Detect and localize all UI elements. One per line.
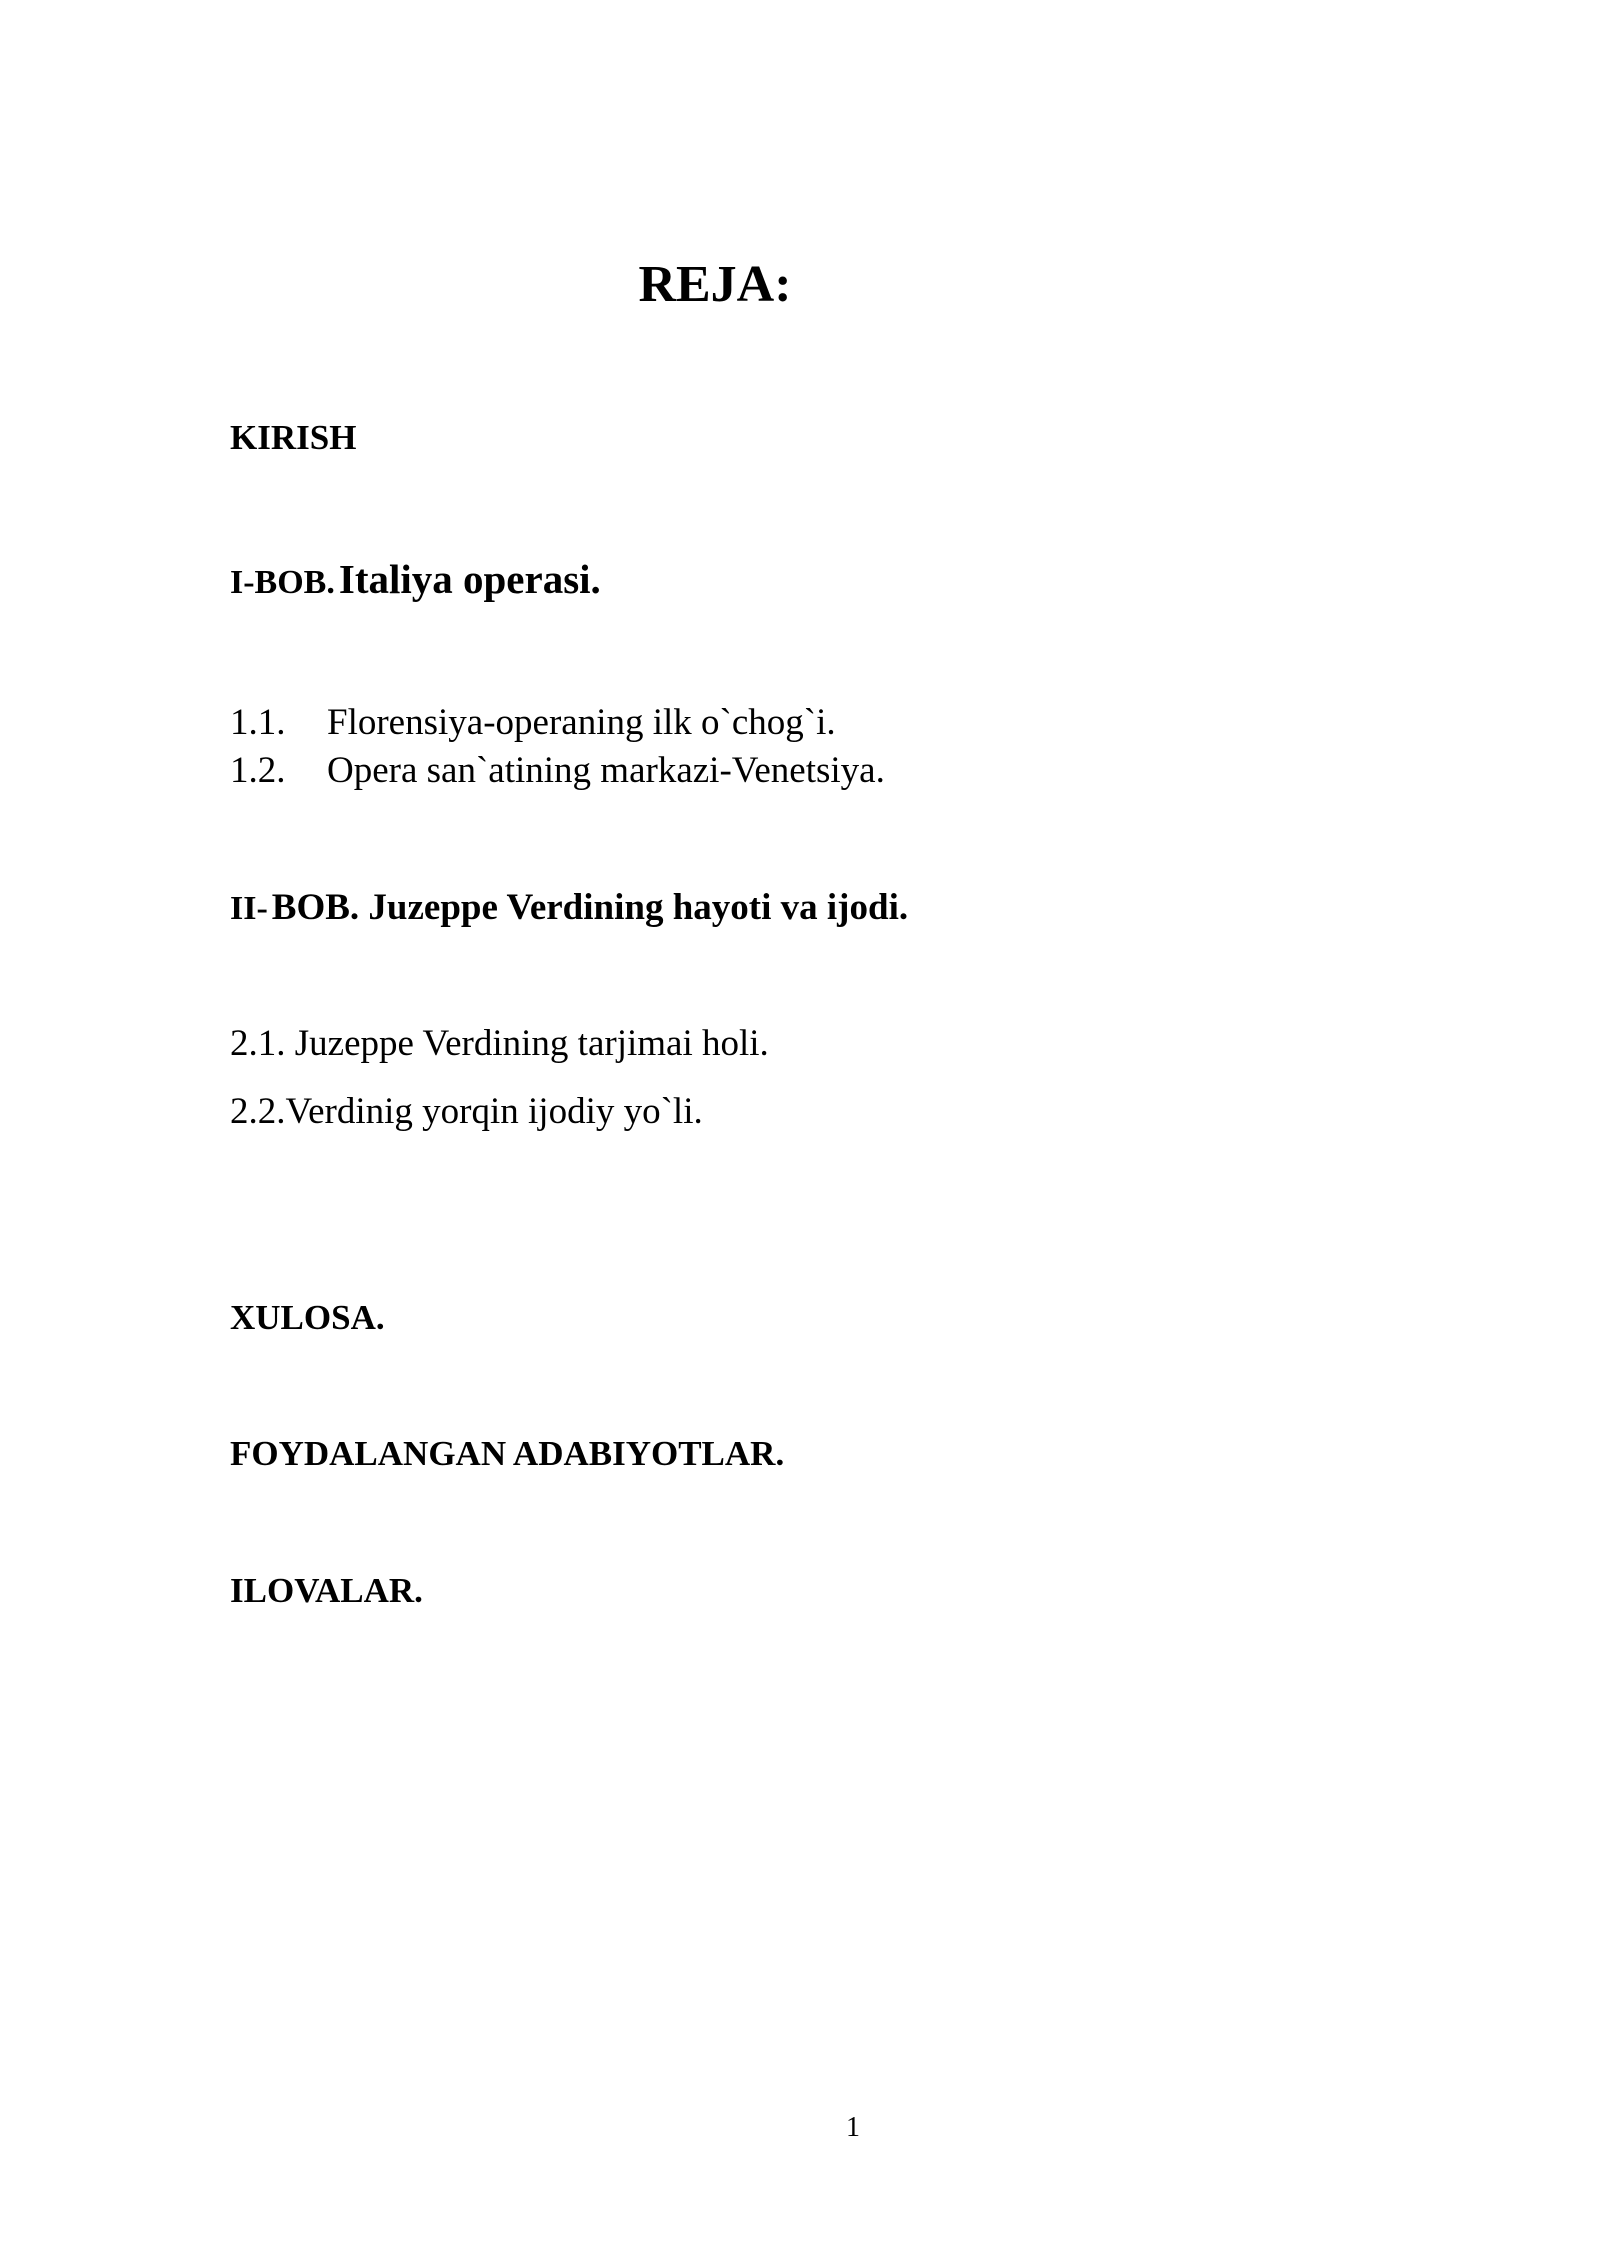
chapter2-name: BOB. Juzeppe Verdining hayoti va ijodi. xyxy=(271,887,909,928)
toc-item-number: 1.2. xyxy=(230,750,286,791)
toc-item-2-2: 2.2.Verdinig yorqin ijodiy yo`li. xyxy=(230,1091,703,1132)
section-references: FOYDALANGAN ADABIYOTLAR. xyxy=(230,1434,785,1473)
section-intro: KIRISH xyxy=(230,418,357,457)
toc-item-text: Opera san`atining markazi-Venetsiya. xyxy=(327,750,885,791)
section-conclusion: XULOSA. xyxy=(230,1298,385,1337)
toc-item-1-2 xyxy=(230,748,885,794)
page-number: 1 xyxy=(846,2112,860,2143)
chapter2-prefix: II- xyxy=(230,890,268,927)
toc-item-number: 1.1. xyxy=(230,702,286,743)
chapter1-heading xyxy=(230,554,601,614)
chapter1-name: Italiya operasi. xyxy=(338,556,601,602)
chapter2-heading xyxy=(230,885,908,938)
page-title: REJA: xyxy=(638,256,792,313)
toc-item-1-1 xyxy=(230,700,836,746)
section-appendices: ILOVALAR. xyxy=(230,1571,423,1610)
toc-item-2-1: 2.1. Juzeppe Verdining tarjimai holi. xyxy=(230,1023,769,1064)
toc-item-text: Florensiya-operaning ilk o`chog`i. xyxy=(327,702,836,743)
chapter1-prefix: I-BOB. xyxy=(230,564,335,601)
